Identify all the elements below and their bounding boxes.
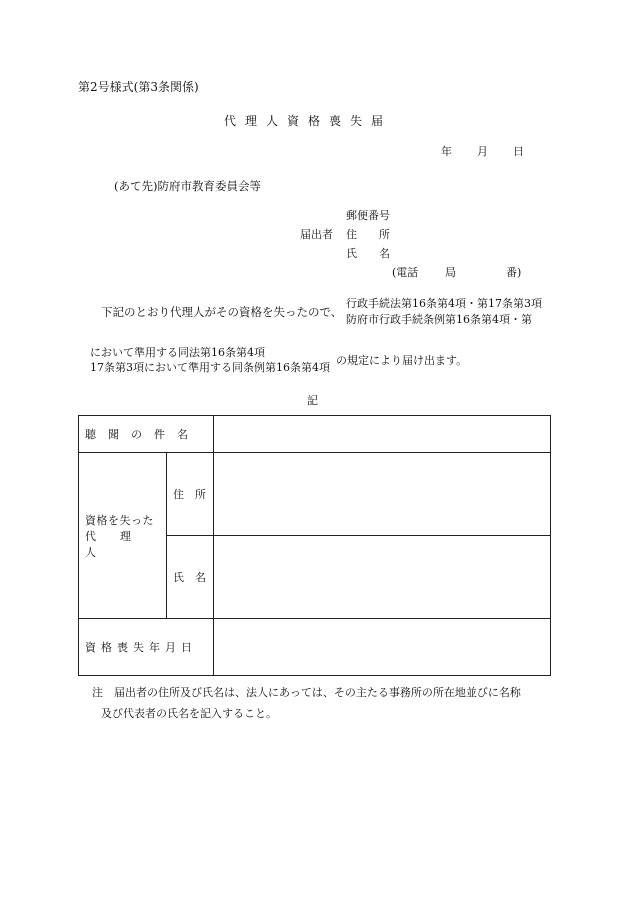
hearing-case-name-value[interactable] xyxy=(214,416,551,453)
filer-name-label: 氏 名 xyxy=(346,247,390,260)
date-day: 日 xyxy=(513,145,524,158)
addressee: (あて先)防府市教育委員会等 xyxy=(114,179,261,193)
filer-label: 届出者 xyxy=(300,228,333,241)
phone-open: (電話 xyxy=(392,266,419,279)
agent-name-value[interactable] xyxy=(214,536,551,619)
filer-address-label: 住 所 xyxy=(346,228,390,241)
note-line-2: 及び代表者の氏名を記入すること。 xyxy=(101,707,277,720)
apply-line-2: 17条第3項において準用する同条例第16条第4項 xyxy=(90,361,330,374)
form-number: 第2号様式(第3条関係) xyxy=(78,80,199,94)
loss-date-label: 資格喪失年月日 xyxy=(79,619,214,676)
note-label: 注 xyxy=(92,686,103,699)
hearing-case-name-label: 聴聞の件名 xyxy=(79,416,214,453)
details-table xyxy=(78,415,551,676)
apply-line-1: において準用する同法第16条第4項 xyxy=(90,346,265,359)
date-month: 月 xyxy=(477,145,488,158)
lead-sentence: 下記のとおり代理人がその資格を失ったので、 xyxy=(101,305,343,319)
law-line-1: 行政手続法第16条第4項・第17条第3項 xyxy=(346,297,542,310)
phone-office: 局 xyxy=(445,266,456,279)
agent-name-label: 氏 名 xyxy=(167,536,214,619)
note-line-1: 届出者の住所及び氏名は、法人にあっては、その主たる事務所の所在地並びに名称 xyxy=(114,686,521,699)
agent-address-label: 住 所 xyxy=(167,453,214,536)
closing-sentence: の規定により届け出ます。 xyxy=(336,354,468,367)
loss-date-value[interactable] xyxy=(214,619,551,676)
date-year: 年 xyxy=(441,145,452,158)
ki-heading: 記 xyxy=(307,394,318,407)
postal-code-label: 郵便番号 xyxy=(346,209,390,222)
law-line-2: 防府市行政手続条例第16条第4項・第 xyxy=(346,313,532,326)
lost-agent-line-2: 代理人 xyxy=(85,529,155,559)
document-title: 代理人資格喪失届 xyxy=(224,114,393,128)
agent-address-value[interactable] xyxy=(214,453,551,536)
lost-agent-line-1: 資格を失った xyxy=(85,513,154,527)
lost-agent-label xyxy=(79,453,167,619)
phone-number: 番) xyxy=(506,266,522,279)
